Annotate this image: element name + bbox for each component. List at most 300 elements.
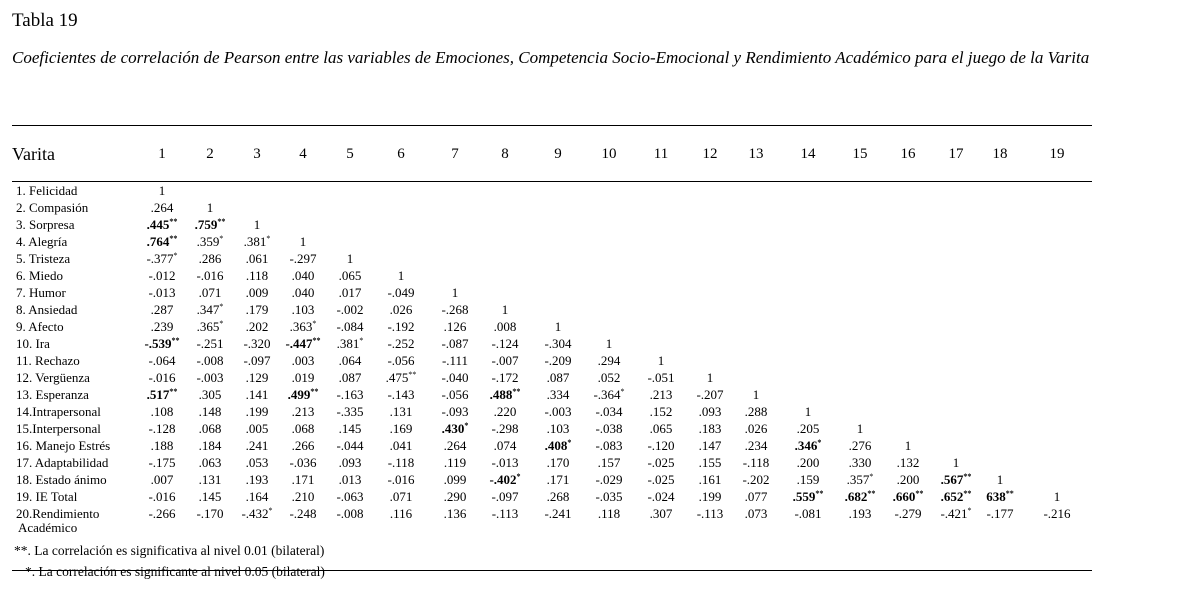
correlation-value: -.202: [742, 472, 770, 487]
correlation-value: -.013: [148, 285, 176, 300]
row-label-text: 14.Intrapersonal: [16, 404, 101, 419]
correlation-cell: [197, 320, 224, 334]
correlation-value: .239: [150, 319, 174, 334]
correlation-value: .330: [848, 455, 872, 470]
correlation-cell: [502, 303, 509, 317]
correlation-cell: [199, 422, 222, 436]
correlation-cell: [390, 507, 412, 521]
correlation-value: .294: [597, 353, 621, 368]
correlation-value: -.084: [336, 319, 364, 334]
correlation-value: .365: [196, 319, 220, 334]
correlation-cell: [1043, 507, 1070, 521]
correlation-cell: [292, 303, 315, 317]
correlation-cell: [339, 354, 362, 368]
correlation-value: -.016: [148, 370, 176, 385]
correlation-cell: [647, 439, 674, 453]
correlation-cell: [986, 490, 1014, 504]
correlation-cell: [292, 490, 315, 504]
correlation-value: .129: [245, 370, 269, 385]
correlation-cell: [339, 473, 362, 487]
correlation-cell: [285, 337, 320, 351]
significance-marker: **: [512, 387, 521, 396]
correlation-value: .161: [698, 472, 722, 487]
correlation-cell: [897, 456, 920, 470]
correlation-cell: [339, 371, 362, 385]
correlation-value: .171: [291, 472, 315, 487]
correlation-cell: [491, 456, 518, 470]
correlation-cell: [707, 371, 714, 385]
row-label-text: 12. Vergüenza: [16, 370, 90, 385]
correlation-cell: [246, 303, 269, 317]
correlation-value: .003: [291, 353, 315, 368]
correlation-cell: [699, 422, 722, 436]
correlation-value: -.248: [289, 506, 317, 521]
correlation-cell: [387, 473, 414, 487]
correlation-value: 1: [206, 200, 214, 215]
correlation-cell: [199, 439, 222, 453]
correlation-value: .040: [291, 268, 315, 283]
correlation-value: -.118: [387, 455, 415, 470]
correlation-value: -.008: [336, 506, 364, 521]
column-header-8: 8: [501, 146, 509, 162]
correlation-cell: [148, 286, 175, 300]
correlation-value: -.216: [1043, 506, 1071, 521]
correlation-value: .290: [443, 489, 467, 504]
column-header-19: 19: [1049, 146, 1065, 162]
correlation-cell: [246, 269, 268, 283]
correlation-value: -.012: [148, 268, 176, 283]
correlation-value: .357: [846, 472, 870, 487]
table-header-rule: [12, 181, 1092, 182]
correlation-cell: [339, 456, 362, 470]
correlation-value: .200: [796, 455, 820, 470]
correlation-cell: [292, 269, 315, 283]
correlation-value: .567: [940, 472, 964, 487]
row-label-14: [16, 405, 101, 419]
significance-marker: *: [464, 421, 469, 430]
correlation-cell: [847, 473, 874, 487]
correlation-cell: [390, 405, 413, 419]
correlation-value: -.049: [387, 285, 415, 300]
column-header-6: 6: [397, 146, 405, 162]
column-header-12: 12: [702, 146, 718, 162]
correlation-value: 1: [554, 319, 562, 334]
correlation-cell: [805, 405, 812, 419]
row-label-text: 2. Compasión: [16, 200, 89, 215]
correlation-value: 1: [996, 472, 1004, 487]
correlation-cell: [544, 337, 571, 351]
correlation-value: .065: [649, 421, 673, 436]
correlation-value: -.064: [148, 353, 176, 368]
correlation-cell: [794, 507, 821, 521]
correlation-value: .164: [245, 489, 269, 504]
correlation-cell: [547, 456, 570, 470]
correlation-cell: [745, 439, 768, 453]
correlation-cell: [339, 269, 362, 283]
correlation-value: -.128: [148, 421, 176, 436]
correlation-cell: [444, 439, 467, 453]
correlation-value: .052: [597, 370, 621, 385]
correlation-value: -.016: [387, 472, 415, 487]
row-label-text: 15.Interpersonal: [16, 421, 101, 436]
correlation-cell: [745, 405, 768, 419]
significance-marker: *: [219, 319, 224, 328]
correlation-value: -.209: [544, 353, 572, 368]
correlation-cell: [793, 490, 824, 504]
correlation-cell: [441, 337, 468, 351]
correlation-cell: [195, 218, 226, 232]
correlation-cell: [289, 507, 316, 521]
row-label-10: [16, 337, 50, 351]
correlation-cell: [849, 439, 872, 453]
correlation-cell: [650, 405, 673, 419]
significance-marker: **: [171, 336, 180, 345]
correlation-cell: [491, 490, 518, 504]
correlation-value: -.056: [441, 387, 469, 402]
correlation-value: .026: [389, 302, 413, 317]
correlation-cell: [148, 269, 175, 283]
row-label-15: [16, 422, 101, 436]
correlation-value: .147: [698, 438, 722, 453]
correlation-value: .145: [198, 489, 222, 504]
correlation-value: -.111: [441, 353, 469, 368]
significance-marker: **: [963, 489, 972, 498]
correlation-value: .408: [544, 438, 568, 453]
correlation-value: .179: [245, 302, 269, 317]
correlation-cell: [658, 354, 665, 368]
correlation-cell: [196, 337, 223, 351]
correlation-cell: [544, 405, 571, 419]
row-label-text: 9. Afecto: [16, 319, 64, 334]
correlation-value: -.298: [491, 421, 519, 436]
correlation-value: -.120: [647, 438, 675, 453]
correlation-cell: [246, 320, 269, 334]
correlation-cell: [986, 507, 1013, 521]
correlation-cell: [494, 405, 517, 419]
correlation-cell: [647, 490, 674, 504]
correlation-cell: [246, 286, 269, 300]
correlation-cell: [598, 507, 620, 521]
correlation-value: 1: [752, 387, 760, 402]
correlation-cell: [336, 490, 363, 504]
row-label-text: 7. Humor: [16, 285, 66, 300]
correlation-value: .183: [698, 421, 722, 436]
correlation-cell: [699, 405, 722, 419]
significance-marker: *: [173, 251, 178, 260]
correlation-cell: [441, 388, 468, 402]
significance-marker: *: [567, 438, 572, 447]
row-label-1: [16, 184, 77, 198]
correlation-cell: [151, 303, 174, 317]
correlation-value: .099: [443, 472, 467, 487]
correlation-value: -.170: [196, 506, 224, 521]
correlation-value: -.024: [647, 489, 675, 504]
correlation-value: -.007: [491, 353, 519, 368]
row-label-20: [16, 507, 99, 535]
correlation-value: -.432: [241, 506, 269, 521]
significance-marker: *: [516, 472, 521, 481]
row-label-11: [16, 354, 80, 368]
correlation-value: -.251: [196, 336, 224, 351]
correlation-value: -.177: [986, 506, 1014, 521]
correlation-cell: [941, 473, 972, 487]
correlation-cell: [697, 507, 724, 521]
correlation-cell: [246, 473, 269, 487]
correlation-cell: [595, 422, 622, 436]
correlation-cell: [289, 252, 316, 266]
correlation-value: -.016: [148, 489, 176, 504]
column-header-18: 18: [992, 146, 1008, 162]
correlation-cell: [148, 354, 175, 368]
significance-marker: **: [169, 387, 178, 396]
correlation-cell: [246, 252, 269, 266]
correlation-cell: [492, 507, 519, 521]
significance-marker: *: [219, 302, 224, 311]
correlation-value: -.003: [196, 370, 224, 385]
correlation-value: .118: [597, 506, 621, 521]
correlation-value: .499: [287, 387, 311, 402]
correlation-cell: [699, 456, 722, 470]
correlation-cell: [243, 337, 270, 351]
significance-marker: **: [867, 489, 876, 498]
significance-marker: *: [817, 438, 822, 447]
correlation-cell: [795, 439, 822, 453]
correlation-value: .009: [245, 285, 269, 300]
correlation-value: -.377: [146, 251, 174, 266]
correlation-cell: [442, 422, 469, 436]
correlation-cell: [292, 354, 315, 368]
correlation-value: -.447: [285, 336, 313, 351]
correlation-value: .381: [336, 336, 360, 351]
correlation-cell: [647, 473, 674, 487]
correlation-cell: [595, 473, 622, 487]
correlation-value: .202: [245, 319, 269, 334]
correlation-value: 1: [657, 353, 665, 368]
correlation-cell: [387, 337, 414, 351]
correlation-value: .071: [198, 285, 222, 300]
correlation-value: .108: [150, 404, 174, 419]
significance-marker: **: [815, 489, 824, 498]
significance-marker: **: [408, 370, 417, 379]
correlation-value: .305: [198, 387, 222, 402]
column-header-1: 1: [158, 146, 166, 162]
correlation-value: -.279: [894, 506, 922, 521]
correlation-value: .266: [291, 438, 315, 453]
column-header-13: 13: [748, 146, 764, 162]
correlation-cell: [491, 354, 518, 368]
correlation-cell: [544, 507, 571, 521]
correlation-cell: [547, 388, 570, 402]
correlation-value: .170: [546, 455, 570, 470]
correlation-cell: [444, 473, 467, 487]
correlation-cell: [151, 473, 174, 487]
correlation-cell: [289, 456, 316, 470]
correlation-cell: [699, 473, 722, 487]
correlation-value: .074: [493, 438, 517, 453]
note-significance-001: **. La correlación es significativa al nivel 0.01 (bilateral): [14, 543, 325, 558]
correlation-value: -.320: [243, 336, 271, 351]
correlation-value: 1: [299, 234, 307, 249]
correlation-value: -.016: [196, 268, 224, 283]
correlation-cell: [197, 303, 224, 317]
correlation-value: .241: [245, 438, 269, 453]
significance-marker: **: [1005, 489, 1014, 498]
correlation-cell: [151, 201, 174, 215]
row-label-text: 10. Ira: [16, 336, 50, 351]
correlation-cell: [151, 439, 174, 453]
correlation-cell: [953, 456, 960, 470]
correlation-value: .068: [198, 421, 222, 436]
correlation-cell: [849, 456, 872, 470]
correlation-cell: [246, 422, 269, 436]
correlation-value: 1: [904, 438, 912, 453]
correlation-cell: [545, 439, 572, 453]
correlation-value: .131: [198, 472, 222, 487]
correlation-cell: [598, 456, 621, 470]
correlation-value: .077: [744, 489, 768, 504]
correlation-value: .234: [744, 438, 768, 453]
correlation-value: .068: [291, 421, 315, 436]
correlation-cell: [147, 218, 178, 232]
correlation-value: .148: [198, 404, 222, 419]
row-label-13: [16, 388, 89, 402]
correlation-value: -.113: [696, 506, 724, 521]
correlation-value: .213: [291, 404, 315, 419]
row-label-2: [16, 201, 88, 215]
correlation-value: -.013: [491, 455, 519, 470]
correlation-cell: [390, 490, 413, 504]
correlation-value: .155: [698, 455, 722, 470]
correlation-cell: [845, 490, 876, 504]
row-label-text: 13. Esperanza: [16, 387, 89, 402]
correlation-cell: [390, 303, 413, 317]
correlation-cell: [745, 507, 768, 521]
significance-marker: **: [915, 489, 924, 498]
correlation-cell: [491, 337, 518, 351]
significance-marker: **: [312, 336, 321, 345]
correlation-value: .026: [744, 421, 768, 436]
correlation-cell: [207, 201, 214, 215]
correlation-value: .307: [649, 506, 673, 521]
correlation-value: -.192: [387, 319, 415, 334]
correlation-cell: [753, 388, 760, 402]
row-label-9: [16, 320, 64, 334]
significance-marker: **: [169, 234, 178, 243]
correlation-value: -.252: [387, 336, 415, 351]
correlation-value: .053: [245, 455, 269, 470]
correlation-value: .065: [338, 268, 362, 283]
correlation-value: 638: [986, 489, 1006, 504]
significance-marker: *: [869, 472, 874, 481]
correlation-value: -.297: [289, 251, 317, 266]
correlation-value: .188: [150, 438, 174, 453]
correlation-value: -.304: [544, 336, 572, 351]
correlation-value: .346: [794, 438, 818, 453]
table-number: Tabla 19: [12, 10, 78, 31]
correlation-value: .288: [744, 404, 768, 419]
correlation-cell: [148, 422, 175, 436]
correlation-cell: [336, 320, 363, 334]
correlation-cell: [292, 286, 315, 300]
column-header-4: 4: [299, 146, 307, 162]
correlation-cell: [148, 371, 175, 385]
correlation-cell: [547, 371, 570, 385]
correlation-cell: [144, 337, 179, 351]
correlation-value: .152: [649, 404, 673, 419]
significance-marker: *: [967, 506, 972, 515]
correlation-cell: [598, 371, 621, 385]
correlation-value: .005: [245, 421, 269, 436]
correlation-value: .157: [597, 455, 621, 470]
correlation-value: 1: [1053, 489, 1061, 504]
correlation-cell: [595, 405, 622, 419]
correlation-value: .103: [546, 421, 570, 436]
correlation-value: -.124: [491, 336, 519, 351]
row-label-16: [16, 439, 110, 453]
correlation-cell: [199, 405, 222, 419]
correlation-cell: [441, 371, 468, 385]
row-label-7: [16, 286, 66, 300]
correlation-cell: [196, 354, 223, 368]
correlation-cell: [151, 405, 174, 419]
column-header-16: 16: [900, 146, 916, 162]
correlation-cell: [650, 507, 673, 521]
correlation-cell: [246, 456, 269, 470]
correlation-value: -.056: [387, 353, 415, 368]
correlation-cell: [292, 405, 315, 419]
correlation-cell: [696, 388, 723, 402]
correlation-cell: [444, 490, 467, 504]
correlation-value: .660: [892, 489, 916, 504]
correlation-cell: [151, 320, 174, 334]
correlation-value: .381: [243, 234, 267, 249]
correlation-cell: [491, 371, 518, 385]
correlation-value: .064: [338, 353, 362, 368]
correlation-value: 1: [706, 370, 714, 385]
correlation-cell: [336, 405, 363, 419]
correlation-cell: [159, 184, 166, 198]
correlation-value: -.266: [148, 506, 176, 521]
correlation-cell: [290, 320, 317, 334]
correlation-cell: [387, 286, 414, 300]
correlation-cell: [647, 371, 674, 385]
correlation-cell: [246, 439, 269, 453]
correlation-cell: [148, 490, 175, 504]
correlation-value: .200: [896, 472, 920, 487]
column-header-5: 5: [346, 146, 354, 162]
correlation-value: -.335: [336, 404, 364, 419]
row-label-17: [16, 456, 108, 470]
correlation-value: .169: [389, 421, 413, 436]
correlation-value: -.364: [593, 387, 621, 402]
correlation-value: .445: [146, 217, 170, 232]
correlation-value: .063: [198, 455, 222, 470]
correlation-value: .213: [649, 387, 673, 402]
correlation-cell: [147, 235, 178, 249]
correlation-cell: [199, 252, 222, 266]
correlation-value: -.143: [387, 387, 415, 402]
significance-marker: *: [620, 387, 625, 396]
column-header-7: 7: [451, 146, 459, 162]
correlation-cell: [941, 490, 972, 504]
correlation-cell: [797, 422, 820, 436]
correlation-value: -.040: [441, 370, 469, 385]
correlation-value: -.241: [544, 506, 572, 521]
correlation-value: 1: [346, 251, 354, 266]
correlation-value: .193: [848, 506, 872, 521]
correlation-value: -.097: [243, 353, 271, 368]
correlation-cell: [743, 456, 770, 470]
